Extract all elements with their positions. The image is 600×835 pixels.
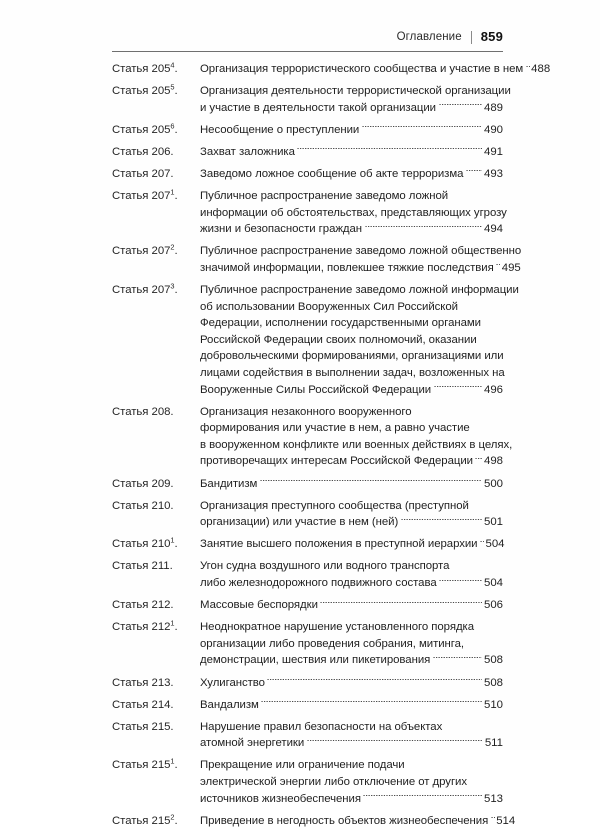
toc-entry-title-text: Вандализм [200, 698, 259, 711]
toc-entry-title-line [200, 697, 503, 714]
toc-entry[interactable] [112, 697, 503, 714]
dot-leader [491, 813, 495, 822]
toc-entry[interactable] [112, 242, 522, 276]
toc-entry-article-label [112, 404, 200, 421]
running-head-title: Оглавление [396, 31, 462, 43]
toc-entry-title-block [200, 144, 503, 161]
toc-entry-title-text: Организация преступного сообщества (преступной [200, 499, 469, 512]
toc-entry-title-text: Угон судна воздушного или водного транспорта [200, 560, 450, 573]
dot-leader [475, 454, 482, 463]
article-superscript: 4 [170, 60, 175, 70]
article-number: 207 [151, 167, 171, 180]
article-number: 210 [151, 538, 171, 551]
toc-entry-title-block [200, 558, 503, 591]
toc-entry-article-label [112, 757, 200, 774]
dot-leader [433, 653, 483, 662]
toc-entry[interactable] [112, 619, 503, 669]
dot-leader [466, 166, 483, 175]
toc-entry-title-block [200, 757, 503, 807]
dot-leader [362, 122, 483, 131]
dot-leader [434, 382, 483, 391]
article-suffix: . [174, 123, 178, 136]
toc-entry-title-text: демонстрации, шествия или пикетирования [200, 654, 431, 667]
article-suffix: . [170, 499, 174, 512]
toc-entry-title-text: атомной энергетики [200, 737, 305, 750]
toc-entry[interactable] [112, 597, 503, 614]
toc-entry[interactable] [112, 166, 503, 183]
table-of-contents [112, 60, 551, 835]
article-suffix: . [170, 167, 174, 180]
toc-entry-title-text: электрической энергии либо отключение от других [200, 775, 468, 788]
article-number: 215 [151, 759, 171, 772]
article-number: 214 [151, 698, 171, 711]
toc-entry-title-line [200, 420, 503, 437]
article-number: 207 [151, 245, 171, 258]
article-prefix: Статья [112, 190, 149, 203]
toc-entry-page-number[interactable]: 504 [485, 538, 505, 551]
toc-entry-page-number[interactable]: 493 [483, 167, 503, 180]
toc-entry-title-text: Хулиганство [200, 676, 265, 689]
article-prefix: Статья [112, 759, 149, 772]
toc-entry-title-line [200, 83, 511, 100]
article-prefix: Статья [112, 499, 149, 512]
article-suffix: . [170, 599, 174, 612]
toc-entry-title-text: информации об обстоятельствах, представляющих угрозу [200, 206, 507, 219]
article-superscript: 3 [170, 281, 175, 291]
article-suffix: . [170, 477, 174, 490]
toc-entry-title-line [200, 791, 503, 808]
toc-entry-title-block [200, 188, 507, 238]
dot-leader [365, 222, 483, 231]
toc-entry-page-number[interactable]: 511 [484, 737, 503, 750]
toc-entry-title-text: источников жизнеобеспечения [200, 792, 361, 805]
article-prefix: Статья [112, 814, 149, 827]
article-number: 213 [151, 676, 171, 689]
toc-entry-page-number[interactable]: 495 [501, 261, 521, 274]
toc-entry[interactable] [112, 60, 551, 78]
article-number: 212 [151, 621, 171, 634]
toc-entry-title-line [200, 813, 516, 830]
article-superscript: 2 [170, 242, 175, 252]
toc-entry-title-line [200, 61, 551, 78]
toc-entry-title-line [200, 100, 503, 117]
toc-entry-title-text: Организация незаконного вооруженного [200, 405, 412, 418]
article-suffix: . [174, 85, 178, 98]
header-rule-divider [112, 51, 503, 52]
article-suffix: . [174, 284, 178, 297]
toc-entry-page-number[interactable]: 489 [483, 101, 503, 114]
dot-leader [401, 515, 483, 524]
article-superscript: 1 [170, 187, 175, 197]
toc-entry-page-number[interactable]: 508 [483, 676, 503, 689]
article-number: 207 [151, 190, 171, 203]
article-prefix: Статья [112, 599, 149, 612]
article-prefix: Статья [112, 720, 149, 733]
toc-entry[interactable] [112, 404, 513, 470]
article-number: 215 [151, 720, 171, 733]
toc-entry[interactable] [112, 144, 503, 161]
toc-entry-page-number[interactable]: 506 [483, 599, 503, 612]
article-number: 208 [151, 405, 171, 418]
article-number: 206 [151, 145, 171, 158]
article-prefix: Статья [112, 405, 149, 418]
toc-entry-page-number[interactable]: 514 [496, 814, 516, 827]
toc-entry[interactable] [112, 719, 503, 752]
toc-entry-title-text: Приведение в негодность объектов жизнеобеспечения [200, 814, 489, 827]
toc-entry-article-label [112, 83, 200, 100]
toc-entry-title-line [200, 597, 503, 614]
toc-entry[interactable] [112, 187, 507, 238]
toc-entry-title-block [200, 282, 519, 398]
dot-leader [480, 537, 484, 546]
article-prefix: Статья [112, 621, 149, 634]
toc-entry-title-line [200, 619, 503, 636]
toc-entry-title-line [200, 365, 503, 382]
article-prefix: Статья [112, 560, 149, 573]
article-prefix: Статья [112, 698, 149, 711]
toc-entry-title-text: Вооруженные Силы Российской Федерации [200, 383, 432, 396]
toc-entry-article-label [112, 619, 200, 636]
dot-leader [496, 260, 500, 269]
toc-entry-title-text: добровольческими формированиями, организациями или [200, 350, 504, 363]
article-number: 211 [151, 560, 170, 573]
toc-entry-page-number[interactable]: 491 [483, 145, 503, 158]
toc-entry-article-label [112, 558, 200, 575]
toc-entry-title-line [200, 719, 503, 736]
toc-entry-title-line [200, 122, 503, 139]
article-superscript: 1 [170, 618, 175, 628]
article-prefix: Статья [112, 477, 149, 490]
article-suffix: . [170, 676, 174, 689]
toc-entry-title-text: Публичное распространение заведомо ложной общественно [200, 245, 522, 258]
dot-leader [267, 675, 482, 684]
article-suffix: . [174, 814, 178, 827]
running-head [112, 30, 503, 52]
toc-entry-title-text: либо железнодорожного подвижного состава [200, 577, 437, 590]
dot-leader [260, 476, 483, 485]
toc-entry-article-label [112, 536, 200, 553]
dot-leader [320, 598, 482, 607]
toc-entry-title-line [200, 404, 503, 421]
toc-entry-title-line [200, 144, 503, 161]
toc-entry[interactable] [112, 122, 503, 139]
toc-entry-title-line [200, 282, 519, 299]
toc-entry-article-label [112, 476, 200, 493]
toc-entry-title-block [200, 536, 503, 553]
article-number: 207 [151, 284, 171, 297]
toc-entry-title-line [200, 260, 521, 277]
toc-entry-title-block [200, 697, 503, 714]
toc-entry-title-line [200, 437, 513, 454]
toc-entry-title-line [200, 188, 503, 205]
toc-entry[interactable] [112, 498, 503, 531]
dot-leader [526, 62, 530, 71]
toc-entry-title-text: Организация террористического сообщества и участие в нем [200, 63, 524, 75]
toc-entry-article-label [112, 597, 200, 614]
toc-entry-article-label [112, 243, 200, 260]
article-prefix: Статья [112, 676, 149, 689]
toc-entry-page-number[interactable]: 513 [483, 792, 503, 805]
toc-entry-article-label [112, 498, 200, 515]
article-suffix: . [174, 190, 178, 203]
article-suffix: . [169, 560, 173, 573]
toc-entry-title-block [200, 122, 503, 139]
toc-entry-page-number[interactable]: 500 [483, 477, 503, 490]
article-prefix: Статья [112, 167, 149, 180]
toc-entry-title-block [200, 675, 503, 692]
toc-entry-title-block [200, 166, 503, 183]
toc-entry[interactable] [112, 476, 503, 493]
toc-entry-title-block [200, 476, 503, 493]
toc-entry-title-text: Массовые беспорядки [200, 599, 318, 612]
toc-entry-article-label [112, 282, 200, 299]
toc-entry-title-line [200, 575, 503, 592]
toc-entry-title-line [200, 774, 503, 791]
toc-entry-title-block [200, 243, 522, 276]
article-prefix: Статья [112, 284, 149, 297]
article-suffix: . [174, 759, 178, 772]
toc-entry-title-text: жизни и безопасности граждан [200, 223, 363, 236]
toc-entry-article-label [112, 122, 200, 139]
running-head-separator [471, 31, 472, 44]
toc-entry-page-number[interactable]: 510 [483, 698, 503, 711]
dot-leader [297, 144, 482, 153]
article-superscript: 6 [170, 121, 175, 131]
article-prefix: Статья [112, 145, 149, 158]
toc-entry-title-line [200, 221, 503, 238]
article-prefix: Статья [112, 63, 149, 75]
toc-entry-title-line [200, 315, 503, 332]
toc-entry-title-block [200, 498, 503, 531]
toc-entry-title-line [200, 453, 503, 470]
toc-entry-title-line [200, 536, 503, 553]
toc-entry-title-text: значимой информации, повлекшее тяжкие последствия [200, 261, 494, 274]
toc-entry-title-text: организации) или участие в нем (ней) [200, 516, 399, 529]
toc-entry-title-line [200, 332, 503, 349]
toc-entry-title-line [200, 636, 503, 653]
toc-entry-page-number[interactable]: 498 [483, 455, 503, 468]
toc-entry[interactable] [112, 757, 503, 807]
article-suffix: . [174, 538, 178, 551]
dot-leader [261, 697, 482, 706]
toc-entry-title-block [200, 404, 513, 470]
toc-entry-title-text: Захват заложника [200, 145, 295, 158]
article-superscript: 1 [170, 756, 175, 766]
toc-entry[interactable] [112, 82, 511, 116]
article-suffix: . [174, 621, 178, 634]
toc-entry-title-line [200, 498, 503, 515]
dot-leader [307, 736, 484, 745]
article-number: 215 [151, 814, 171, 827]
article-superscript: 5 [170, 82, 175, 92]
toc-entry-title-text: формирования или участие в нем, а равно участие [200, 422, 470, 435]
toc-entry-title-block [200, 813, 516, 830]
toc-entry-title-line [200, 299, 503, 316]
toc-entry-title-line [200, 166, 503, 183]
toc-entry-title-text: в вооруженном конфликте или военных действиях в целях, [200, 438, 513, 451]
toc-entry-title-text: Несообщение о преступлении [200, 123, 360, 136]
toc-entry[interactable] [112, 675, 503, 692]
article-number: 205 [151, 85, 171, 98]
article-prefix: Статья [112, 245, 149, 258]
article-number: 212 [151, 599, 171, 612]
toc-entry-title-text: Публичное распространение заведомо ложной [200, 190, 449, 203]
article-superscript: 1 [170, 535, 175, 545]
toc-entry-title-line [200, 348, 503, 365]
toc-entry-title-line [200, 476, 503, 493]
toc-entry-title-line [200, 243, 522, 260]
toc-entry-title-line [200, 205, 507, 222]
toc-entry-title-line [200, 757, 503, 774]
toc-entry[interactable] [112, 812, 516, 830]
article-superscript: 2 [170, 812, 175, 822]
article-suffix: . [170, 145, 174, 158]
toc-entry-title-text: Нарушение правил безопасности на объектах [200, 720, 443, 733]
toc-entry-title-text: организации либо проведения собрания, митинга, [200, 637, 465, 650]
page-folio-number: 859 [480, 29, 503, 44]
article-prefix: Статья [112, 85, 149, 98]
toc-entry-article-label [112, 61, 200, 78]
article-prefix: Статья [112, 123, 149, 136]
article-suffix: . [174, 245, 178, 258]
article-number: 205 [151, 63, 171, 75]
toc-entry-title-line [200, 382, 503, 399]
toc-entry-title-text: противоречащих интересам Российской Федерации [200, 455, 473, 468]
toc-entry[interactable] [112, 536, 503, 553]
article-number: 210 [151, 499, 171, 512]
toc-entry-title-block [200, 619, 503, 669]
toc-entry-title-line [200, 514, 503, 531]
toc-entry-title-line [200, 675, 503, 692]
dot-leader [439, 100, 483, 109]
toc-entry-article-label [112, 675, 200, 692]
toc-entry-title-block [200, 83, 511, 116]
toc-entry-title-text: об использовании Вооруженных Сил Российской [200, 300, 458, 313]
toc-entry-article-label [112, 719, 200, 736]
article-suffix: . [170, 405, 174, 418]
toc-entry-page-number[interactable]: 488 [531, 63, 551, 75]
toc-entry-article-label [112, 144, 200, 161]
toc-entry-title-text: Федерации, исполнении государственными органами [200, 317, 481, 330]
toc-entry-title-text: Неоднократное нарушение установленного порядка [200, 621, 475, 634]
toc-entry-page-number[interactable]: 504 [483, 577, 503, 590]
dot-leader [439, 576, 482, 585]
toc-entry-title-block [200, 719, 503, 752]
article-number: 205 [151, 123, 171, 136]
toc-entry-title-line [200, 652, 503, 669]
toc-entry[interactable] [112, 281, 519, 398]
toc-entry-title-text: Заведомо ложное сообщение об акте терроризма [200, 167, 464, 180]
toc-entry-title-text: Российской Федерации своих полномочий, оказании [200, 333, 477, 346]
toc-entry-title-text: лицами содействия в выполнении задач, возложенных на [200, 367, 505, 379]
toc-entry-title-text: Публичное распространение заведомо ложной информации [200, 284, 519, 297]
toc-entry-title-line [200, 558, 503, 575]
toc-entry-article-label [112, 697, 200, 714]
toc-entry-page-number[interactable]: 501 [483, 516, 503, 529]
dot-leader [363, 791, 482, 800]
article-prefix: Статья [112, 538, 149, 551]
article-suffix: . [170, 698, 174, 711]
toc-entry-title-block [200, 597, 503, 614]
article-suffix: . [174, 63, 178, 75]
toc-entry-article-label [112, 188, 200, 205]
article-number: 209 [151, 477, 171, 490]
toc-entry-title-text: Прекращение или ограничение подачи [200, 759, 405, 772]
toc-entry-page-number[interactable]: 490 [483, 123, 503, 136]
toc-entry[interactable] [112, 558, 503, 591]
toc-entry-title-text: и участие в деятельности такой организации [200, 101, 436, 114]
toc-entry-title-text: Занятие высшего положения в преступной иерархии [200, 538, 478, 551]
toc-entry-page-number[interactable]: 494 [483, 223, 503, 236]
toc-entry-article-label [112, 166, 200, 183]
toc-entry-title-block [200, 61, 551, 78]
toc-entry-article-label [112, 813, 200, 830]
article-suffix: . [170, 720, 174, 733]
toc-entry-title-line [200, 735, 503, 752]
toc-entry-page-number[interactable]: 496 [483, 383, 503, 396]
toc-entry-page-number[interactable]: 508 [483, 654, 503, 667]
toc-entry-title-text: Организация деятельности террористической организации [200, 85, 511, 98]
toc-entry-title-text: Бандитизм [200, 477, 258, 490]
